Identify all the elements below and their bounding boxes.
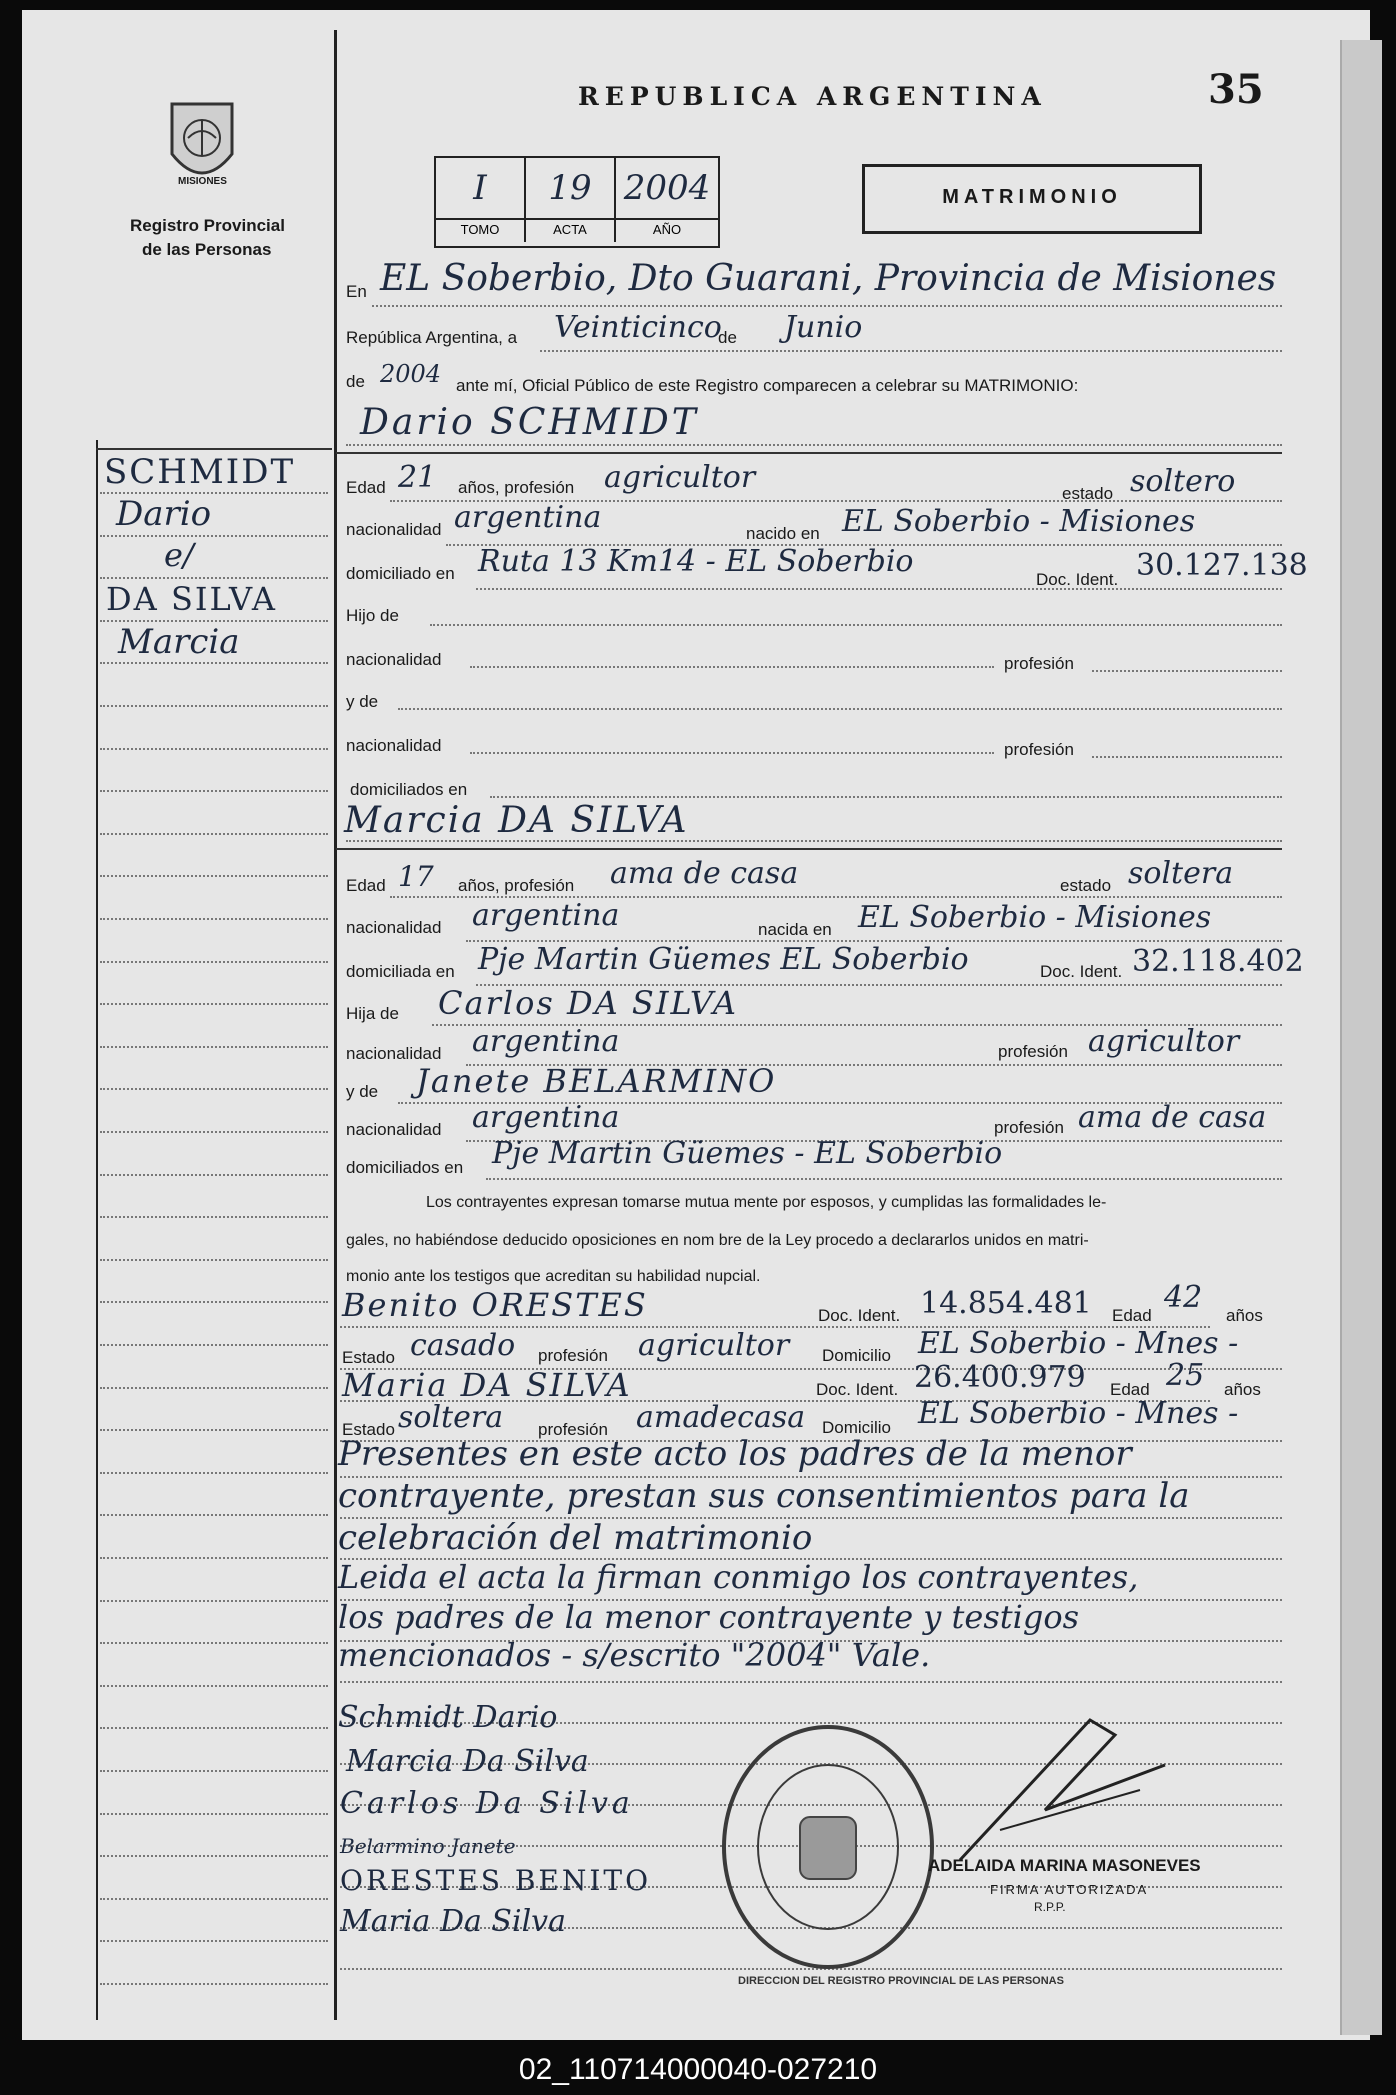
republica-label: República Argentina, a xyxy=(346,328,518,347)
bride-estado-value: soltera xyxy=(1128,856,1234,891)
note-line-4: Leida el acta la firman conmigo los contrayentes, xyxy=(338,1558,1139,1596)
margin-line xyxy=(96,440,98,2020)
note-line-1: Presentes en este acto los padres de la menor xyxy=(338,1434,1132,1474)
groom-domiciliados-label: domiciliados en xyxy=(350,780,468,799)
bride-nac-label: nacionalidad xyxy=(346,918,442,937)
day-value: Veinticinco xyxy=(554,310,722,345)
bride-domiciliados-label: domiciliados en xyxy=(346,1158,464,1177)
margin-rule xyxy=(100,1940,328,1942)
witness1-profesion-value: agricultor xyxy=(638,1328,790,1363)
official-stamp-icon xyxy=(718,1722,938,1972)
margin-rule xyxy=(100,1429,328,1431)
witness1-estado-label: Estado xyxy=(342,1348,395,1367)
margin-rule xyxy=(100,705,328,707)
body-rule xyxy=(340,1599,1282,1601)
margin-rule xyxy=(100,961,328,963)
groom-domicilio-line xyxy=(476,588,1282,590)
signature-bride: Marcia Da Silva xyxy=(346,1744,589,1779)
groom-nac-value: argentina xyxy=(454,500,602,535)
witness2-doc-label: Doc. Ident. xyxy=(816,1380,899,1399)
page-edge xyxy=(1340,40,1382,2035)
bride-domicilio-value: Pje Martin Güemes EL Soberbio xyxy=(478,942,969,977)
groom-doc-label: Doc. Ident. xyxy=(1036,570,1119,589)
witness1-doc-value: 14.854.481 xyxy=(920,1286,1092,1321)
bride-hija-label: Hija de xyxy=(346,1004,399,1023)
margin-rule xyxy=(100,662,328,664)
bride-edad-label: Edad xyxy=(346,876,386,895)
body-rule xyxy=(340,1517,1282,1519)
margin-name-1: SCHMIDT xyxy=(104,452,296,492)
bride-father-prof-value: agricultor xyxy=(1088,1024,1240,1059)
bride-section-rule xyxy=(336,848,1282,850)
declaration-line-1: Los contrayentes expresan tomarse mutua mente por esposos, y cumplidas las formalidades le- xyxy=(426,1194,1107,1211)
margin-rule xyxy=(100,918,328,920)
margin-rule xyxy=(100,1344,328,1346)
witness1-anos-label: años xyxy=(1226,1306,1263,1325)
bride-anos-profesion-label: años, profesión xyxy=(458,876,575,895)
place-value: EL Soberbio, Dto Guarani, Provincia de Misiones xyxy=(380,258,1277,299)
groom-prof2-label: profesión xyxy=(1004,740,1074,759)
note-line-6: mencionados - s/escrito "2004" Vale. xyxy=(338,1636,931,1674)
groom-name-line xyxy=(346,444,1282,446)
body-rule xyxy=(340,1476,1282,1478)
margin-rule xyxy=(100,790,328,792)
bride-doc-value: 32.118.402 xyxy=(1132,944,1304,979)
witness1-profesion-label: profesión xyxy=(538,1346,608,1365)
bride-estado-label: estado xyxy=(1060,876,1112,895)
declaration-line-3: monio ante los testigos que acreditan su habilidad nupcial. xyxy=(346,1268,761,1285)
witness2-doc-value: 26.400.979 xyxy=(914,1360,1086,1395)
witness2-domicilio-label: Domicilio xyxy=(822,1418,891,1437)
date-line xyxy=(540,350,1282,352)
witness1-edad-value: 42 xyxy=(1164,1280,1203,1315)
witness2-estado-label: Estado xyxy=(342,1420,395,1439)
bride-profesion-value: ama de casa xyxy=(610,856,799,891)
bride-yde-label: y de xyxy=(346,1082,379,1101)
groom-yde-line xyxy=(398,708,1282,710)
margin-rule xyxy=(100,535,328,537)
bride-doc-label: Doc. Ident. xyxy=(1040,962,1123,981)
bride-name: Marcia DA SILVA xyxy=(344,800,689,841)
witness2-edad-value: 25 xyxy=(1166,1358,1205,1393)
official-title: FIRMA AUTORIZADA xyxy=(990,1882,1149,1897)
bride-edad-value: 17 xyxy=(398,860,434,893)
groom-prof2-line xyxy=(1092,756,1282,758)
groom-edad-label: Edad xyxy=(346,478,386,497)
ano-value: 2004 xyxy=(623,168,711,208)
groom-domicilio-label: domiciliado en xyxy=(346,564,455,583)
bride-father-value: Carlos DA SILVA xyxy=(438,984,738,1022)
margin-rule xyxy=(100,1003,328,1005)
ano-label: AÑO xyxy=(616,218,718,240)
registry-line-2: de las Personas xyxy=(142,240,272,259)
official-name: ADELAIDA MARINA MASONEVES xyxy=(928,1856,1201,1875)
registry-line-1: Registro Provincial xyxy=(130,216,285,235)
margin-rule xyxy=(100,1472,328,1474)
margin-rule xyxy=(100,1301,328,1303)
groom-hijo-label: Hijo de xyxy=(346,606,399,625)
bride-domiciliados-line xyxy=(486,1178,1282,1180)
bride-father-nac-label: nacionalidad xyxy=(346,1044,442,1063)
groom-name: Dario SCHMIDT xyxy=(360,402,699,443)
margin-name-2: Dario xyxy=(116,494,212,534)
body-rule xyxy=(340,1681,1282,1683)
record-box xyxy=(434,156,720,248)
groom-nac1-line xyxy=(470,666,994,668)
groom-profesion-value: agricultor xyxy=(604,460,756,495)
month-value: Junio xyxy=(784,310,863,345)
margin-rule xyxy=(100,833,328,835)
ano-cell xyxy=(616,158,718,242)
margin-rule xyxy=(100,1216,328,1218)
bride-mother-value: Janete BELARMINO xyxy=(416,1062,777,1100)
witness1-doc-label: Doc. Ident. xyxy=(818,1306,901,1325)
groom-prof1-label: profesión xyxy=(1004,654,1074,673)
bride-nacida-value: EL Soberbio - Misiones xyxy=(858,900,1212,935)
bride-father-nac-value: argentina xyxy=(472,1024,620,1059)
declaration-line-2: gales, no habiéndose deducido oposiciones en nom bre de la Ley procedo a declararlos unidos en matri- xyxy=(346,1232,1089,1249)
margin-rule xyxy=(100,1600,328,1602)
groom-domiciliados-line xyxy=(490,796,1282,798)
official-abbr: R.P.P. xyxy=(1034,1900,1066,1914)
witness1-estado-value: casado xyxy=(410,1328,516,1363)
margin-rule xyxy=(100,1387,328,1389)
de-label: de xyxy=(718,328,737,347)
bride-father-prof-label: profesión xyxy=(998,1042,1068,1061)
tomo-value: I xyxy=(473,168,487,208)
official-signature-icon xyxy=(940,1710,1180,1870)
witness2-domicilio-value: EL Soberbio - Mnes - xyxy=(918,1396,1239,1431)
page-number: 35 xyxy=(1208,66,1264,113)
groom-edad-value: 21 xyxy=(398,460,437,495)
margin-rule xyxy=(100,1088,328,1090)
margin-name-3: e/ xyxy=(164,536,194,574)
groom-nac2-line xyxy=(470,752,994,754)
ante-text: ante mí, Oficial Público de este Registro comparecen a celebrar su MATRIMONIO: xyxy=(456,376,1079,395)
country-title: REPUBLICA ARGENTINA xyxy=(578,82,1047,111)
witness2-profesion-label: profesión xyxy=(538,1420,608,1439)
margin-rule xyxy=(100,1174,328,1176)
witness2-anos-label: años xyxy=(1224,1380,1261,1399)
witness2-name: Maria DA SILVA xyxy=(342,1366,632,1404)
bride-nacida-label: nacida en xyxy=(758,920,832,939)
body-rule xyxy=(340,1558,1282,1560)
body-rule xyxy=(340,1640,1282,1642)
margin-rule xyxy=(100,620,328,622)
footer-id: 02_110714000040-027210 xyxy=(518,2053,878,2086)
witness2-estado-value: soltera xyxy=(398,1400,504,1435)
stamp-text: DIRECCION DEL REGISTRO PROVINCIAL DE LAS PERSONAS xyxy=(738,1975,1064,1987)
witness1-domicilio-label: Domicilio xyxy=(822,1346,891,1365)
signature-witness1: ORESTES BENITO xyxy=(340,1864,652,1897)
de2-label: de xyxy=(346,372,365,391)
bride-domicilio-label: domiciliada en xyxy=(346,962,455,981)
margin-name-5: Marcia xyxy=(118,622,240,662)
signature-groom: Schmidt Dario xyxy=(338,1700,558,1735)
margin-rule xyxy=(100,1770,328,1772)
bride-mother-prof-value: ama de casa xyxy=(1078,1100,1267,1135)
bride-mother-nac-label: nacionalidad xyxy=(346,1120,442,1139)
tomo-cell xyxy=(436,158,526,242)
margin-rule xyxy=(100,1855,328,1857)
bride-mother-prof-label: profesión xyxy=(994,1118,1064,1137)
bride-nac-value: argentina xyxy=(472,898,620,933)
record-type-box xyxy=(862,164,1202,234)
groom-nac1-label: nacionalidad xyxy=(346,650,442,669)
year-value: 2004 xyxy=(380,360,442,388)
witness1-name: Benito ORESTES xyxy=(342,1286,648,1324)
groom-domicilio-value: Ruta 13 Km14 - EL Soberbio xyxy=(478,544,914,579)
acta-cell xyxy=(526,158,616,242)
margin-rule xyxy=(100,1557,328,1559)
margin-rule xyxy=(100,875,328,877)
margin-rule xyxy=(100,1131,328,1133)
record-type-label: MATRIMONIO xyxy=(942,186,1122,208)
note-line-3: celebración del matrimonio xyxy=(338,1518,813,1558)
margin-rule xyxy=(100,1046,328,1048)
groom-anos-profesion-label: años, profesión xyxy=(458,478,575,497)
signature-witness2: Maria Da Silva xyxy=(340,1904,567,1939)
witness1-edad-label: Edad xyxy=(1112,1306,1152,1325)
groom-prof1-line xyxy=(1092,670,1282,672)
bride-mother-nac-value: argentina xyxy=(472,1100,620,1135)
groom-nac2-label: nacionalidad xyxy=(346,736,442,755)
acta-label: ACTA xyxy=(526,218,614,240)
margin-rule xyxy=(100,1898,328,1900)
acta-value: 19 xyxy=(548,168,592,208)
margin-rule xyxy=(100,1514,328,1516)
groom-nacido-label: nacido en xyxy=(746,524,820,543)
margin-top-rule xyxy=(96,448,332,450)
margin-rule xyxy=(100,1813,328,1815)
place-line xyxy=(372,305,1282,307)
bride-name-line xyxy=(346,840,1282,842)
groom-yde-label: y de xyxy=(346,692,379,711)
groom-nacido-value: EL Soberbio - Misiones xyxy=(842,504,1196,539)
margin-rule xyxy=(100,1685,328,1687)
witness1-domicilio-value: EL Soberbio - Mnes - xyxy=(918,1326,1239,1361)
margin-rule xyxy=(100,1259,328,1261)
bride-domiciliados-value: Pje Martin Güemes - EL Soberbio xyxy=(492,1136,1003,1171)
en-label: En xyxy=(346,282,367,301)
witness2-profesion-value: amadecasa xyxy=(636,1400,806,1435)
groom-estado-value: soltero xyxy=(1130,464,1236,499)
note-line-2: contrayente, prestan sus consentimientos para la xyxy=(338,1476,1190,1516)
margin-name-4: DA SILVA xyxy=(106,580,277,618)
margin-rule xyxy=(100,748,328,750)
witness2-edad-label: Edad xyxy=(1110,1380,1150,1399)
groom-hijo-line xyxy=(430,624,1282,626)
margin-rule xyxy=(100,1983,328,1985)
groom-section-rule xyxy=(336,452,1282,454)
groom-estado-label: estado xyxy=(1062,484,1114,503)
groom-nac-label: nacionalidad xyxy=(346,520,442,539)
signature-father: Carlos Da Silva xyxy=(340,1786,634,1821)
groom-doc-value: 30.127.138 xyxy=(1136,548,1308,583)
margin-rule xyxy=(100,492,328,494)
note-line-5: los padres de la menor contrayente y testigos xyxy=(338,1598,1080,1636)
signature-mother: Belarmino Janete xyxy=(340,1834,516,1858)
seal-label: MISIONES xyxy=(178,176,227,187)
tomo-label: TOMO xyxy=(436,218,524,240)
margin-rule xyxy=(100,1642,328,1644)
margin-rule xyxy=(100,1727,328,1729)
margin-rule xyxy=(100,577,328,579)
column-divider xyxy=(334,30,337,2020)
